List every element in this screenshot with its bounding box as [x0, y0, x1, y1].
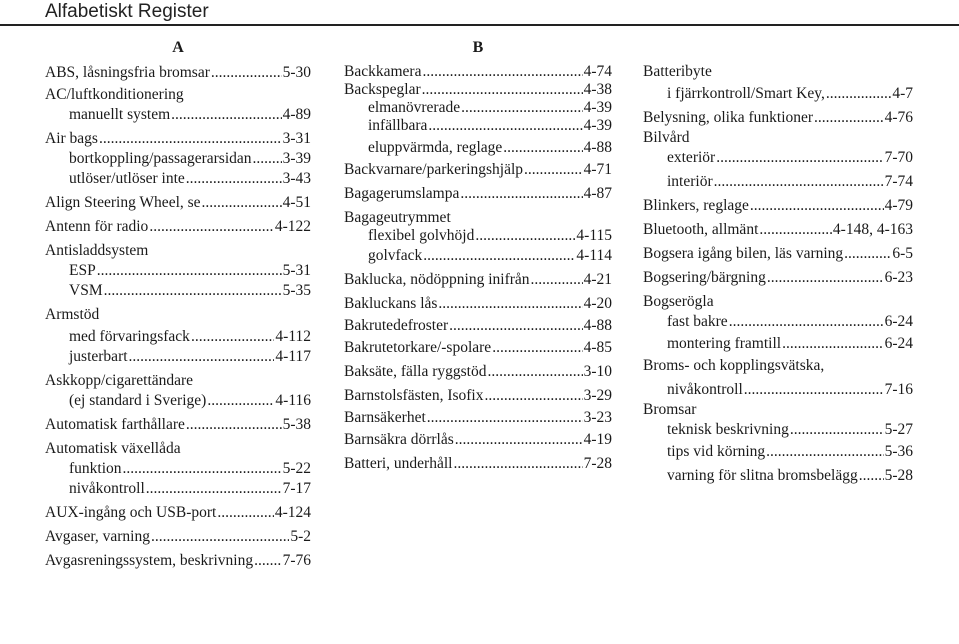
dot-leader [460, 184, 582, 204]
entry-page: 5-31 [282, 262, 311, 279]
index-entry [643, 128, 913, 148]
index-entry [69, 347, 311, 367]
index-entry [667, 420, 913, 440]
index-entry [344, 430, 612, 450]
index-entry [45, 217, 311, 237]
dot-leader [211, 63, 282, 83]
index-entry [643, 220, 913, 240]
dot-leader [484, 386, 582, 406]
dot-leader [149, 217, 274, 237]
entry-text: exteriör [667, 149, 716, 166]
entry-page: 4-112 [275, 328, 311, 345]
dot-leader [186, 169, 282, 189]
index-entry [45, 527, 311, 547]
entry-page: 6-24 [884, 313, 913, 330]
entry-page: 5-28 [884, 467, 913, 484]
entry-text: Bogseröglа [643, 293, 714, 310]
index-entry [643, 62, 913, 82]
dot-leader [438, 294, 582, 314]
index-entry [344, 294, 612, 314]
entry-text: Bogsera igång bilen, läs varning [643, 245, 844, 262]
dot-leader [123, 459, 282, 479]
dot-leader [453, 454, 582, 474]
index-entry [643, 108, 913, 128]
index-entry [69, 459, 311, 479]
entry-text: funktion [69, 460, 122, 477]
entry-page: 7-16 [884, 381, 913, 398]
index-entry [45, 129, 311, 149]
dot-leader [104, 281, 282, 301]
index-entry [667, 172, 913, 192]
entry-text: Armstöd [45, 306, 100, 323]
entry-text: infällbara [368, 117, 428, 134]
dot-leader [487, 362, 582, 382]
index-entry [344, 208, 612, 228]
dot-leader [254, 551, 282, 571]
entry-page: 3-31 [282, 130, 311, 147]
dot-leader [714, 172, 884, 192]
entry-page: 4-88 [583, 139, 612, 156]
index-entry [368, 246, 612, 266]
dot-leader [492, 338, 582, 358]
entry-text: interiör [667, 173, 713, 190]
dot-leader [207, 391, 274, 411]
dot-leader [186, 415, 282, 435]
entry-page: 5-36 [884, 443, 913, 460]
index-entry [344, 270, 612, 290]
entry-page: 4-122 [274, 218, 311, 235]
entry-text: Align Steering Wheel, se [45, 194, 201, 211]
index-entry [69, 327, 311, 347]
entry-text: Antenn för radio [45, 218, 149, 235]
entry-page: 4-148, 4-163 [832, 221, 913, 238]
dot-leader [744, 380, 884, 400]
entry-page: 4-74 [583, 63, 612, 80]
entry-page: 3-23 [583, 409, 612, 426]
index-entry [368, 226, 612, 246]
index-entry [643, 268, 913, 288]
dot-leader [423, 246, 575, 266]
dot-leader [766, 442, 883, 462]
dot-leader [97, 261, 282, 281]
entry-text: Bromsar [643, 401, 697, 418]
index-entry [344, 362, 612, 382]
entry-text: Automatisk växellåda [45, 440, 181, 457]
entry-page: 5-38 [282, 416, 311, 433]
entry-text: Bogsering/bärgning [643, 269, 766, 286]
entry-text: Backkamera [344, 63, 422, 80]
entry-page: 4-114 [576, 247, 612, 264]
entry-text: Barnsäkra dörrlås [344, 431, 454, 448]
index-entry [368, 98, 612, 118]
entry-text: Antisladdsystem [45, 242, 149, 259]
entry-text: Backspeglar [344, 81, 421, 98]
entry-page: 5-30 [282, 64, 311, 81]
dot-leader [191, 327, 274, 347]
dot-leader [531, 270, 583, 290]
entry-text: flexibel golvhöjd [368, 227, 475, 244]
entry-page: 4-115 [576, 227, 612, 244]
index-entry [45, 193, 311, 213]
index-entry [69, 479, 311, 499]
dot-leader [129, 347, 275, 367]
entry-page: 6-24 [884, 335, 913, 352]
dot-leader [422, 80, 583, 100]
entry-text: Barnsäkerhet [344, 409, 426, 426]
entry-text: Automatisk farthållare [45, 416, 185, 433]
index-entry [344, 386, 612, 406]
entry-page: 4-39 [583, 99, 612, 116]
entry-text: Avgasreningssystem, beskrivning [45, 552, 254, 569]
dot-leader [151, 527, 289, 547]
dot-leader [253, 149, 282, 169]
entry-page: 4-76 [884, 109, 913, 126]
index-entry [667, 312, 913, 332]
entry-text: Bakrutetorkare/-spolare [344, 339, 492, 356]
entry-text: Batteribyte [643, 63, 712, 80]
index-entry [69, 261, 311, 281]
entry-text: med förvaringsfack [69, 328, 190, 345]
entry-text: i fjärrkontroll/Smart Key, [667, 85, 825, 102]
entry-page: 5-27 [884, 421, 913, 438]
entry-text: nivåkontroll [667, 381, 743, 398]
entry-page: 4-117 [275, 348, 311, 365]
index-entry [69, 281, 311, 301]
entry-page: 4-88 [583, 317, 612, 334]
index-entry [368, 138, 612, 158]
entry-page: 4-124 [274, 504, 311, 521]
dot-leader [729, 312, 884, 332]
index-entry [344, 62, 612, 82]
entry-text: varning för slitna bromsbelägg [667, 467, 858, 484]
entry-text: Avgaser, varning [45, 528, 150, 545]
index-entry [344, 408, 612, 428]
entry-text: teknisk beskrivning [667, 421, 789, 438]
entry-text: montering framtill [667, 335, 782, 352]
dot-leader [171, 105, 281, 125]
index-entry [344, 454, 612, 474]
dot-leader [767, 268, 884, 288]
entry-page: 7-76 [282, 552, 311, 569]
index-entry [45, 503, 311, 523]
index-entry [667, 148, 913, 168]
entry-text: Broms- och kopplingsvätska, [643, 357, 825, 374]
index-entry [45, 241, 311, 261]
entry-page: 7-70 [884, 149, 913, 166]
dot-leader [202, 193, 282, 213]
entry-text: VSM [69, 282, 103, 299]
dot-leader [99, 129, 282, 149]
entry-text: fast bakre [667, 313, 728, 330]
dot-leader [814, 108, 884, 128]
index-entry [643, 400, 913, 420]
entry-text: utlöser/utlöser inte [69, 170, 185, 187]
index-entry [45, 371, 311, 391]
index-entry [69, 105, 311, 125]
index-entry [344, 184, 612, 204]
entry-page: 4-51 [282, 194, 311, 211]
section-letter-b: B [472, 39, 484, 56]
entry-text: ABS, låsningsfria bromsar [45, 64, 210, 81]
index-entry [344, 160, 612, 180]
entry-text: bortkoppling/passagerarsidan [69, 150, 252, 167]
dot-leader [859, 466, 884, 486]
entry-page: 4-20 [583, 295, 612, 312]
entry-text: eluppvärmda, reglage [368, 139, 503, 156]
dot-leader [844, 244, 891, 264]
index-entry [69, 169, 311, 189]
index-entry [69, 149, 311, 169]
index-entry [643, 292, 913, 312]
entry-page: 4-89 [282, 106, 311, 123]
entry-page: 3-39 [282, 150, 311, 167]
dot-leader [475, 226, 575, 246]
entry-page: 3-43 [282, 170, 311, 187]
dot-leader [217, 503, 273, 523]
entry-text: Backvarnare/parkeringshjälp [344, 161, 524, 178]
index-entry [45, 63, 311, 83]
entry-text: Bilvård [643, 129, 690, 146]
entry-text: nivåkontroll [69, 480, 145, 497]
entry-text: (ej standard i Sverige) [69, 392, 207, 409]
entry-text: Batteri, underhåll [344, 455, 453, 472]
entry-text: Askkopp/cigarettändare [45, 372, 194, 389]
entry-text: justerbart [69, 348, 128, 365]
page-header [0, 0, 959, 26]
entry-text: Bakluckans lås [344, 295, 438, 312]
entry-page: 4-79 [884, 197, 913, 214]
entry-text: manuellt system [69, 106, 171, 123]
index-entry [45, 439, 311, 459]
dot-leader [826, 84, 891, 104]
entry-text: Bluetooth, allmänt [643, 221, 759, 238]
entry-page: 7-17 [282, 480, 311, 497]
entry-page: 4-38 [583, 81, 612, 98]
page-title: Alfabetiskt Register [45, 1, 209, 22]
entry-page: 3-29 [583, 387, 612, 404]
dot-leader [428, 116, 582, 136]
section-letter-a: A [172, 39, 184, 56]
entry-page: 6-23 [884, 269, 913, 286]
index-entry [667, 466, 913, 486]
dot-leader [461, 98, 582, 118]
dot-leader [759, 220, 832, 240]
entry-page: 4-85 [583, 339, 612, 356]
entry-page: 3-10 [583, 363, 612, 380]
index-entry [667, 442, 913, 462]
dot-leader [790, 420, 884, 440]
index-entry [344, 80, 612, 100]
entry-page: 7-74 [884, 173, 913, 190]
dot-leader [455, 430, 583, 450]
entry-page: 4-87 [583, 185, 612, 202]
index-entry [368, 116, 612, 136]
dot-leader [716, 148, 883, 168]
entry-page: 4-21 [583, 271, 612, 288]
index-entry [667, 380, 913, 400]
index-entry [643, 196, 913, 216]
entry-page: 4-71 [583, 161, 612, 178]
entry-page: 5-2 [290, 528, 311, 545]
index-entry [69, 391, 311, 411]
index-entry [45, 85, 311, 105]
dot-leader [449, 316, 582, 336]
entry-page: 4-39 [583, 117, 612, 134]
entry-page: 6-5 [892, 245, 913, 262]
dot-leader [146, 479, 282, 499]
entry-text: Belysning, olika funktioner [643, 109, 814, 126]
entry-page: 4-116 [275, 392, 311, 409]
index-entry [344, 316, 612, 336]
entry-page: 5-22 [282, 460, 311, 477]
entry-text: AC/luftkonditionering [45, 86, 184, 103]
entry-text: golvfack [368, 247, 423, 264]
dot-leader [422, 62, 582, 82]
dot-leader [524, 160, 583, 180]
index-entry [643, 244, 913, 264]
index-entry [45, 551, 311, 571]
entry-text: elmanövrerade [368, 99, 461, 116]
entry-text: Bagagerumslampa [344, 185, 460, 202]
entry-text: Baklucka, nödöppning inifrån [344, 271, 530, 288]
index-entry [344, 338, 612, 358]
entry-text: ESP [69, 262, 96, 279]
entry-text: tips vid körning [667, 443, 766, 460]
entry-text: Barnstolsfästen, Isofix [344, 387, 484, 404]
entry-page: 5-35 [282, 282, 311, 299]
entry-page: 7-28 [583, 455, 612, 472]
index-entry [667, 84, 913, 104]
dot-leader [782, 334, 884, 354]
entry-page: 4-7 [892, 85, 913, 102]
index-entry [643, 356, 913, 376]
entry-text: AUX-ingång och USB-port [45, 504, 217, 521]
entry-text: Baksäte, fälla ryggstöd [344, 363, 487, 380]
index-entry [45, 305, 311, 325]
entry-text: Bagageutrymmet [344, 209, 451, 226]
entry-page: 4-19 [583, 431, 612, 448]
entry-text: Air bags [45, 130, 98, 147]
index-entry [667, 334, 913, 354]
index-entry [45, 415, 311, 435]
dot-leader [750, 196, 884, 216]
entry-text: Blinkers, reglage [643, 197, 749, 214]
dot-leader [427, 408, 583, 428]
dot-leader [503, 138, 582, 158]
entry-text: Bakrutedefroster [344, 317, 449, 334]
